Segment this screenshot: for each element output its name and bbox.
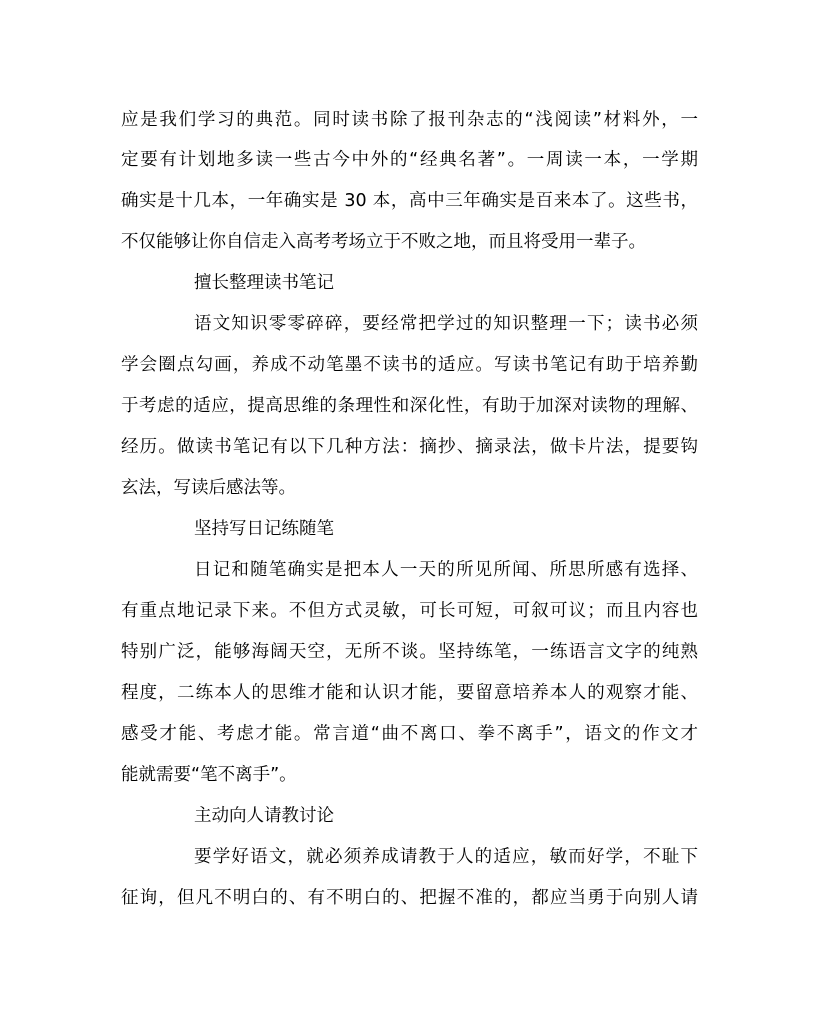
paragraph-line: 学会圈点勾画，养成不动笔墨不读书的适应。写读书笔记有助于培养勤 bbox=[121, 355, 698, 375]
paragraph-line: 程度，二练本人的思维才能和认识才能，要留意培养本人的观察才能、 bbox=[121, 683, 698, 703]
section-heading: 主动向人请教讨论 bbox=[194, 806, 334, 826]
paragraph-line: 有重点地记录下来。不但方式灵敏，可长可短，可叙可议；而且内容也 bbox=[121, 601, 698, 621]
paragraph-line: 日记和随笔确实是把本人一天的所见所闻、所思所感有选择、 bbox=[194, 560, 698, 580]
paragraph-line: 玄法，写读后感法等。 bbox=[121, 478, 296, 498]
paragraph-line: 能就需要“笔不离手”。 bbox=[121, 765, 297, 785]
section-heading: 擅长整理读书笔记 bbox=[194, 273, 334, 293]
paragraph-line: 语文知识零零碎碎，要经常把学过的知识整理一下；读书必须 bbox=[194, 314, 698, 334]
paragraph-line: 感受才能、考虑才能。常言道“曲不离口、拳不离手”，语文的作文才 bbox=[121, 724, 698, 744]
paragraph-line: 征询，但凡不明白的、有不明白的、把握不准的，都应当勇于向别人请 bbox=[121, 888, 698, 908]
paragraph-line: 于考虑的适应，提高思维的条理性和深化性，有助于加深对读物的理解、 bbox=[121, 396, 698, 416]
paragraph-line: 特别广泛，能够海阔天空，无所不谈。坚持练笔，一练语言文字的纯熟 bbox=[121, 642, 698, 662]
paragraph-line: 经历。做读书笔记有以下几种方法：摘抄、摘录法，做卡片法，提要钩 bbox=[121, 437, 698, 457]
paragraph-line: 要学好语文，就必须养成请教于人的适应，敏而好学，不耻下 bbox=[194, 847, 698, 867]
paragraph-line: 定要有计划地多读一些古今中外的“经典名著”。一周读一本，一学期 bbox=[121, 150, 698, 170]
paragraph-line: 应是我们学习的典范。同时读书除了报刊杂志的“浅阅读”材料外，一 bbox=[121, 110, 698, 130]
section-heading: 坚持写日记练随笔 bbox=[194, 519, 334, 539]
paragraph-line: 确实是十几本，一年确实是 30 本，高中三年确实是百来本了。这些书， bbox=[121, 191, 698, 211]
paragraph-line: 不仅能够让你自信走入高考考场立于不败之地，而且将受用一辈子。 bbox=[121, 232, 646, 252]
